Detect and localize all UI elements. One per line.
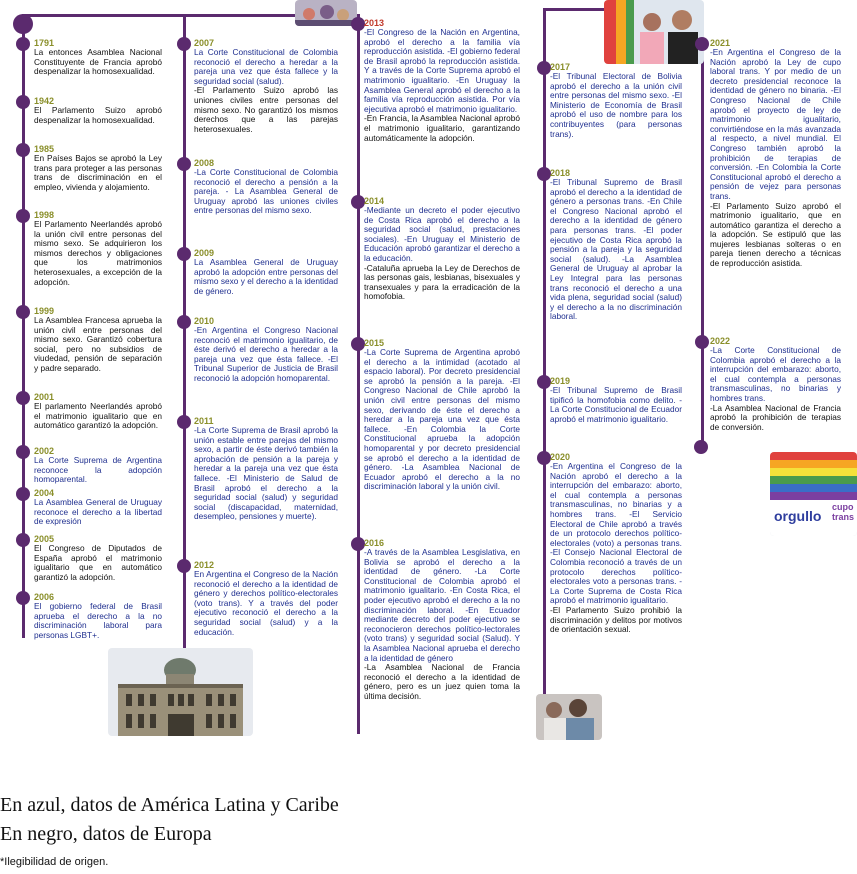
entry-year: 2001 <box>34 392 55 402</box>
timeline-dot-2017 <box>537 61 551 75</box>
europe-event-text: El Parlamento Suizo aprobó despenalizar la homosexualidad. <box>34 105 162 125</box>
entry-year: 2011 <box>194 416 214 426</box>
timeline-dot-1791 <box>16 37 30 51</box>
timeline-entry-2022 <box>710 336 841 432</box>
europe-event-text: -La Asamblea Nacional de Francia aprobó la prohibición de terapias de conversión. <box>710 402 841 432</box>
latam-event-text: La Asamblea General de Uruguay aprobó la adopción entre personas del mismo sexo y el derecho a la identidad de género. <box>194 257 338 296</box>
timeline-entry-2007 <box>194 38 338 134</box>
timeline-entry-1998 <box>34 210 162 287</box>
timeline-dot-2004 <box>16 487 30 501</box>
latam-event-text: -En Argentina el Congreso de la Nación aprobó el derecho a la interrupción del embarazo: aborto, el cual contempla a personas transmasculinas, no binarias y a hombres trans. -El Servicio Electoral de Chile aprobó a través de un protocolo derechos político-electorales (voto) a personas trans. -El Consejo Nacional Electoral de Colombia reconoció a través de un protocolo derechos político-electorales voto a personas trans. -La Corte Suprema de Costa Rica aprobó el matrimonio igualitario. <box>550 461 682 606</box>
latam-event-text: El gobierno federal de Brasil aprueba el derecho a la no discriminación laboral para personas LGBT+. <box>34 601 162 640</box>
timeline-entry-2013 <box>364 18 520 143</box>
europe-event-text: -El Parlamento Suizo aprobó las uniones civiles entre personas del mismo sexo. No garantizó los mismos derechos que a las parejas heterosexuales. <box>194 85 338 134</box>
timeline-entry-2006 <box>34 592 162 640</box>
timeline-dot-2001 <box>16 391 30 405</box>
europe-event-text: En Países Bajos se aprobó la Ley trans para proteger a las personas trans de discriminación en el empleo, vivienda y alojamiento. <box>34 153 162 192</box>
timeline-dot-1985 <box>16 143 30 157</box>
timeline-entry-2008 <box>194 158 338 216</box>
entry-year: 2020 <box>550 452 571 462</box>
europe-event-text: La Asamblea Francesa aprueba la unión civil entre personas del mismo sexo. Garantizó cobertura social, pero no subsidios de viudedad, pensión de separación y padre separado. <box>34 315 162 373</box>
officials-photo <box>604 0 704 64</box>
entry-year: 2021 <box>710 38 731 48</box>
entry-year: 2008 <box>194 158 215 168</box>
timeline-dot-2008 <box>177 157 191 171</box>
timeline-dot-2005 <box>16 533 30 547</box>
timeline-end-dot <box>694 440 708 454</box>
entry-year: 2007 <box>194 38 215 48</box>
entry-year: 2022 <box>710 336 731 346</box>
entry-year: 2013 <box>364 18 385 28</box>
europe-event-text: La entonces Asamblea Nacional Constituyente de Francia aprobó despenalizar la homosexualidad. <box>34 47 162 77</box>
timeline-connector-1 <box>22 14 185 17</box>
timeline-entry-2014 <box>364 196 520 302</box>
latam-event-text: -Mediante un decreto el poder ejecutivo de Costa Rica aprobó el derecho a la seguridad social (salud, prestaciones sociales). -En Uruguay el Ministerio de Educación aprobó garantizar el derecho a la educación. <box>364 205 520 263</box>
europe-event-text: -La Asamblea Nacional de Francia reconoció el derecho a la identidad de género, pero es un juez quien toma la última decisión. <box>364 662 520 701</box>
timeline-entry-2011 <box>194 416 338 522</box>
entry-year: 2002 <box>34 446 55 456</box>
timeline-entry-2021 <box>710 38 841 269</box>
latam-event-text: En Argentina el Congreso de la Nación reconoció el derecho a la identidad de género y derechos político-electorales (voto trans). Y a través del poder ejecutivo reconoció el derecho a la seguridad social (salud) y a la educación. <box>194 569 338 637</box>
entry-year: 1791 <box>34 38 55 48</box>
timeline-entry-1942 <box>34 96 162 125</box>
latam-event-text: -El Tribunal Supremo de Brasil aprobó el derecho a la identidad de género a personas trans. -En Chile el Congreso Nacional aprobó el derecho a la identidad de género para personas trans. -El poder ejecutivo de Costa Rica aprobó la pensión a la pareja y la seguridad social (salud). -La Asamblea General de Uruguay al aprobar la Ley Integral para las personas trans reconoció el derecho a una vida plena, seguridad social (salud) y el derecho a la no discriminación laboral. <box>550 177 682 322</box>
entry-year: 2009 <box>194 248 215 258</box>
latam-event-text: -El Tribunal Electoral de Bolivia aprobó el derecho a la unión civil entre personas del mismo sexo. -El Ministerio de Economía de Brasil aprobó el uso de nombre para los contribuyentes (para personas trans). <box>550 71 682 139</box>
entry-year: 2015 <box>364 338 385 348</box>
entry-year: 2005 <box>34 534 55 544</box>
timeline-dot-1942 <box>16 95 30 109</box>
timeline-line-5 <box>701 8 704 448</box>
timeline-entry-2015 <box>364 338 520 492</box>
timeline-dot-1998 <box>16 209 30 223</box>
timeline-dot-2012 <box>177 559 191 573</box>
timeline-dot-2002 <box>16 445 30 459</box>
timeline-entry-2012 <box>194 560 338 637</box>
timeline-entry-2001 <box>34 392 162 431</box>
europe-event-text: -El Parlamento Suizo aprobó el matrimonio igualitario, que en automático garantiza el derecho a la adopción. Se estipuló que las mujeres lesbianas solteras o en pareja tienen derecho a técnicas de reproducción asistida. <box>710 200 841 269</box>
entry-year: 2006 <box>34 592 55 602</box>
entry-year: 1985 <box>34 144 55 154</box>
parliament-building-photo <box>108 648 253 736</box>
timeline-dot-2020 <box>537 451 551 465</box>
timeline-entry-1999 <box>34 306 162 374</box>
timeline-entry-1791 <box>34 38 162 77</box>
latam-event-text: La Corte Suprema de Argentina reconoce la adopción homoparental. <box>34 455 162 485</box>
europe-event-text: El parlamento Neerlandés aprobó el matrimonio igualitario que en automático garantizó la adopción. <box>34 401 162 431</box>
timeline-dot-2022 <box>695 335 709 349</box>
banner-word-pride: orgullo <box>774 508 822 524</box>
timeline-dot-2019 <box>537 375 551 389</box>
latam-event-text: La Asamblea General de Uruguay reconoce el derecho a la libertad de expresión <box>34 497 162 527</box>
latam-event-text: La Corte Constitucional de Colombia reconoció el derecho a heredar a la pareja una vez que ésta fallece y la seguridad social (salud). <box>194 47 338 86</box>
timeline-dot-2007 <box>177 37 191 51</box>
timeline-entry-2010 <box>194 316 338 384</box>
latam-event-text: -En Argentina el Congreso Nacional reconoció el matrimonio igualitario, de éste derivó el derecho a heredar a la pareja una vez que ésta fallece. -El Tribunal Superior de Justicia de Brasil reconoció la adopción homoparental. <box>194 325 338 383</box>
legend-europe: En negro, datos de Europa <box>0 823 212 845</box>
entry-year: 2012 <box>194 560 215 570</box>
timeline-start-dot <box>13 14 33 34</box>
europe-event-text: -En Francia, la Asamblea Nacional aprobó el matrimonio igualitario, garantizando automáticamente la adopción. <box>364 113 520 143</box>
timeline-entry-1985 <box>34 144 162 192</box>
latam-event-text: -La Corte Suprema de Argentina aprobó el derecho a la intimidad (acotado al espacio laboral). Por decreto presidencial se aprobó la pensión a la pareja. -El Congreso Nacional de Chile aprobó la unión civil entre personas del mismo sexo, derivando de éste el derecho a heredar a la pareja una vez que ésta fallece. -En Colombia la Corte Constitucional aprueba la adopción homoparental y por decreto presidencial se aprobó el derecho a la identidad de género. -La Asamblea Nacional de Ecuador aprobó el derecho a la no discriminación laboral y la unión civil. <box>364 347 520 492</box>
latam-event-text: -El Tribunal Supremo de Brasil tipificó la homofobia como delito. -La Corte Constitucional de Ecuador aprobó el matrimonio igualitario. <box>550 385 682 424</box>
timeline-line-2 <box>183 14 186 654</box>
timeline-entry-2018 <box>550 168 682 322</box>
timeline-entry-2002 <box>34 446 162 485</box>
timeline-entry-2019 <box>550 376 682 424</box>
timeline-line-4 <box>543 8 546 698</box>
entry-year: 2004 <box>34 488 55 498</box>
entry-year: 1999 <box>34 306 55 316</box>
latam-event-text: -El Congreso de la Nación en Argentina, aprobó el derecho a la familia vía reproducción asistida. -El gobierno federal de Brasil aprobó la reproducción asistida. Y a través de la Corte Suprema aprobó el matrimonio igualitario. -En Uruguay la Asamblea General aprobó el derecho a la familia vía reproducción asistida. Por vía ejecutiva aprobó el matrimonio igualitario. <box>364 27 520 114</box>
timeline-entry-2020 <box>550 452 682 635</box>
timeline-dot-2006 <box>16 591 30 605</box>
europe-event-text: -Cataluña aprueba la Ley de Derechos de las personas gais, lesbianas, bisexuales y transexuales y para la erradicación de la homofobia. <box>364 262 520 302</box>
timeline-dot-2013 <box>351 17 365 31</box>
timeline-entry-2016 <box>364 538 520 702</box>
timeline-dot-1999 <box>16 305 30 319</box>
timeline-dot-2009 <box>177 247 191 261</box>
europe-event-text: El Parlamento Neerlandés aprobó la unión civil entre personas del mismo sexo. Se adquirieron los mismos derechos y obligaciones que los matrimonios heterosexuales, a excepción de la adopción. <box>34 219 162 287</box>
timeline-dot-2016 <box>351 537 365 551</box>
entry-year: 2019 <box>550 376 571 386</box>
banner-word-cupo-trans: cupo trans <box>832 502 855 522</box>
legend-latin-america: En azul, datos de América Latina y Caribe <box>0 794 339 816</box>
entry-year: 2016 <box>364 538 385 548</box>
celebration-photo <box>295 0 357 26</box>
latam-event-text: -La Corte Suprema de Brasil aprobó la unión estable entre parejas del mismo sexo, a partir de éste derivó también la aprobación de pensión a la pareja y heredar a la pareja una vez que ésta fallece. -El Ministerio de Salud de Brasil aprobó el derecho a la seguridad social (salud) y seguridad social (discapacidad, maternidad, desempleo, pensiones y muerte). <box>194 425 338 522</box>
europe-event-text: El Congreso de Diputados de España aprobó el matrimonio igualitario que en automático garantizó la adopción. <box>34 543 162 582</box>
timeline-entry-2017 <box>550 62 682 139</box>
latam-event-text: -La Corte Constitucional de Colombia reconoció el derecho a pensión a la pareja. - La Asamblea General de Uruguay aprobó las uniones civiles entre personas del mismo sexo. <box>194 167 338 216</box>
latam-event-text: -A través de la Asamblea Lesgislativa, en Bolivia se aprobó el derecho a la identidad de género. -La Corte Constitucional de Colombia aprobó el matrimonio igualitario. -En Costa Rica, el poder ejecutivo aprobó el derecho a la no discriminación laboral. -En Ecuador mediante decreto del poder ejecutivo se reconocieron derechos político-lectorales (voto trans) y seguridad social (Salud). Y la Asamblea Nacional aprueba el derecho a la identidad de género <box>364 547 520 663</box>
entry-year: 2017 <box>550 62 571 72</box>
entry-year: 1998 <box>34 210 55 220</box>
entry-year: 1942 <box>34 96 55 106</box>
timeline-dot-2015 <box>351 337 365 351</box>
entry-year: 2010 <box>194 316 215 326</box>
timeline-dot-2018 <box>537 167 551 181</box>
latam-event-text: -La Corte Constitucional de Colombia aprobó el derecho a la interrupción del embarazo: aborto, el cual contempla a personas transmasculinas, no binarias y hombres trans. <box>710 345 841 403</box>
timeline-dot-2014 <box>351 195 365 209</box>
timeline-entry-2009 <box>194 248 338 296</box>
entry-year: 2018 <box>550 168 571 178</box>
timeline-dot-2010 <box>177 315 191 329</box>
timeline-entry-2004 <box>34 488 162 527</box>
europe-event-text: -El Parlamento Suizo prohibió la discriminación y delitos por motivos de orientación sexual. <box>550 604 682 635</box>
latam-event-text: -En Argentina el Congreso de la Nación aprobó la Ley de cupo laboral trans. Y por medio de un decreto presidencial reconoce la identidad de género no binaria. -El Congreso Nacional de Chile aprobó el proyecto de ley de matrimonio igualitario, convirtiéndose en la más avanzada al respecto, a nivel mundial. El Congreso también aprobó la prohibición de terapias de conversión. -En Colombia la Corte Constitucional aprobó el derecho a pensión de vejez para personas trans. <box>710 47 841 201</box>
legibility-note: *Ilegibilidad de origen. <box>0 856 109 868</box>
timeline-dot-2011 <box>177 415 191 429</box>
timeline-entry-2005 <box>34 534 162 582</box>
family-photo <box>536 694 602 740</box>
timeline-line-3 <box>357 14 360 734</box>
timeline-dot-2021 <box>695 37 709 51</box>
entry-year: 2014 <box>364 196 385 206</box>
pride-march-photo <box>770 452 857 536</box>
